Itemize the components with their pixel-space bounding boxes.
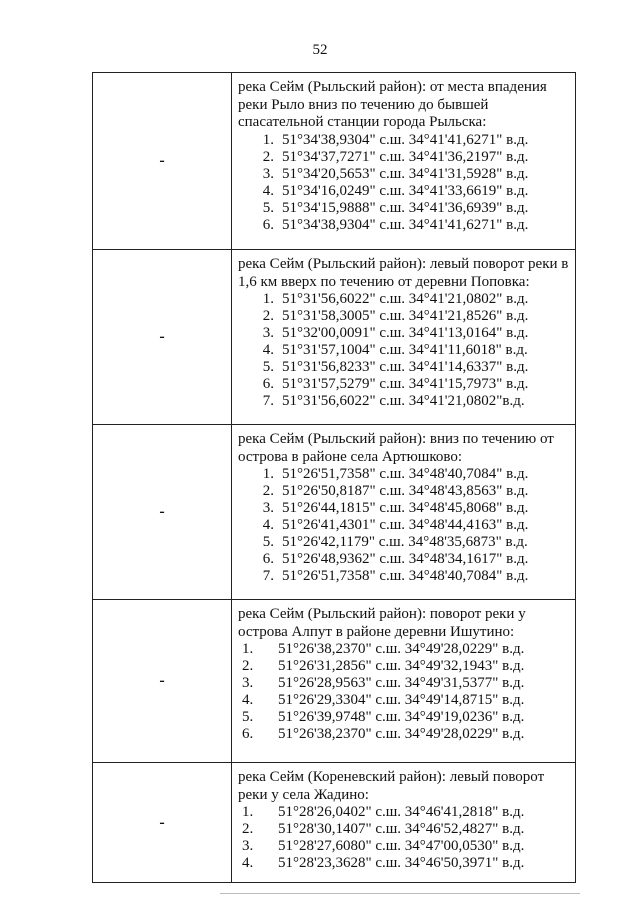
point-number: 7. [262, 393, 274, 409]
row-description: река Сейм (Рыльский район): левый поворот реки в 1,6 км вверх по течению от деревни Поповка: [238, 256, 569, 290]
list-item [238, 641, 571, 658]
table-row [93, 600, 576, 763]
point-coordinate: 51°26'50,8187" с.ш. 34°48'43,8563" в.д. [282, 483, 529, 499]
table-row [93, 763, 576, 883]
list-item [238, 166, 571, 183]
point-number: 2. [242, 658, 254, 674]
list-item [238, 692, 571, 709]
point-number: 1. [242, 804, 254, 820]
list-item [238, 291, 571, 308]
coordinate-list [238, 291, 571, 410]
point-coordinate: 51°28'26,0402" с.ш. 34°46'41,2818" в.д. [278, 804, 525, 820]
point-number: 2. [262, 148, 274, 165]
list-item [238, 376, 571, 393]
row-description: река Сейм (Рыльский район): вниз по течению от острова в районе села Артюшково: [238, 431, 554, 465]
point-number: 3. [242, 838, 254, 854]
point-coordinate: 51°26'39,9748" с.ш. 34°49'19,0236" в.д. [278, 709, 525, 725]
coordinate-list [238, 132, 571, 234]
point-number: 5. [262, 199, 274, 216]
point-number: 2. [262, 483, 274, 499]
point-number: 5. [262, 534, 274, 550]
point-number: 3. [262, 500, 274, 516]
point-number: 3. [262, 165, 274, 182]
point-coordinate: 51°32'00,0091" с.ш. 34°41'13,0164" в.д. [282, 325, 529, 341]
coordinate-list [238, 466, 571, 585]
point-coordinate: 51°26'44,1815" с.ш. 34°48'45,8068" в.д. [282, 500, 529, 516]
list-item [238, 855, 571, 872]
point-coordinate: 51°34'38,9304" с.ш. 34°41'41,6271" в.д. [282, 216, 529, 233]
point-coordinate: 51°31'57,5279" с.ш. 34°41'15,7973" в.д. [282, 376, 529, 392]
point-coordinate: 51°31'57,1004" с.ш. 34°41'11,6018" в.д. [282, 342, 528, 358]
row-content [232, 73, 576, 250]
row-content [232, 425, 576, 600]
point-number: 5. [262, 359, 274, 375]
point-coordinate: 51°28'23,3628" с.ш. 34°46'50,3971" в.д. [278, 855, 525, 871]
list-item [238, 466, 571, 483]
list-item [238, 675, 571, 692]
table-row [93, 425, 576, 600]
coordinate-list [238, 804, 571, 872]
row-marker: - [93, 73, 232, 250]
point-number: 2. [242, 821, 254, 837]
point-coordinate: 51°34'20,5653" с.ш. 34°41'31,5928" в.д. [282, 165, 529, 182]
point-number: 4. [262, 182, 274, 199]
point-number: 1. [262, 291, 274, 307]
point-number: 4. [262, 342, 274, 358]
list-item [238, 308, 571, 325]
point-number: 5. [242, 709, 254, 725]
row-content [232, 250, 576, 425]
point-number: 6. [262, 376, 274, 392]
page-number: 52 [312, 42, 328, 58]
table-row [93, 73, 576, 250]
list-item [238, 568, 571, 585]
page-bottom-divider [220, 893, 580, 894]
list-item [238, 517, 571, 534]
row-marker: - [93, 425, 232, 600]
list-item [238, 838, 571, 855]
table-row [93, 250, 576, 425]
point-coordinate: 51°31'58,3005" с.ш. 34°41'21,8526" в.д. [282, 308, 529, 324]
point-coordinate: 51°26'38,2370" с.ш. 34°49'28,0229" в.д. [278, 726, 525, 742]
list-item [238, 149, 571, 166]
row-description: река Сейм (Кореневский район): левый поворот реки у села Жадино: [238, 769, 545, 803]
point-coordinate: 51°34'15,9888" с.ш. 34°41'36,6939" в.д. [282, 199, 529, 216]
point-number: 1. [262, 131, 274, 148]
row-description: река Сейм (Рыльский район): от места впадения реки Рыло вниз по течению до бывшей спасательной станции города Рыльска: [238, 79, 547, 130]
point-number: 7. [262, 568, 274, 584]
point-coordinate: 51°28'30,1407" с.ш. 34°46'52,4827" в.д. [278, 821, 525, 837]
point-coordinate: 51°26'51,7358" с.ш. 34°48'40,7084" в.д. [282, 466, 529, 482]
point-coordinate: 51°26'41,4301" с.ш. 34°48'44,4163" в.д. [282, 517, 529, 533]
point-coordinate: 51°31'56,6022" с.ш. 34°41'21,0802" в.д. [282, 291, 529, 307]
list-item [238, 534, 571, 551]
coordinates-table [92, 72, 576, 883]
list-item [238, 658, 571, 675]
list-item [238, 325, 571, 342]
point-coordinate: 51°34'16,0249" с.ш. 34°41'33,6619" в.д. [282, 182, 529, 199]
coordinate-list [238, 641, 571, 743]
point-coordinate: 51°26'38,2370" с.ш. 34°49'28,0229" в.д. [278, 641, 525, 657]
point-coordinate: 51°26'28,9563" с.ш. 34°49'31,5377" в.д. [278, 675, 525, 691]
list-item [238, 359, 571, 376]
list-item [238, 342, 571, 359]
point-number: 4. [262, 517, 274, 533]
row-marker: - [93, 250, 232, 425]
list-item [238, 551, 571, 568]
point-coordinate: 51°34'38,9304" с.ш. 34°41'41,6271" в.д. [282, 131, 529, 148]
list-item [238, 500, 571, 517]
row-content [232, 600, 576, 763]
point-number: 1. [242, 641, 254, 657]
point-number: 6. [262, 216, 274, 233]
point-coordinate: 51°26'31,2856" с.ш. 34°49'32,1943" в.д. [278, 658, 525, 674]
list-item [238, 217, 571, 234]
point-number: 6. [242, 726, 254, 742]
list-item [238, 709, 571, 726]
point-coordinate: 51°26'42,1179" с.ш. 34°48'35,6873" в.д. [282, 534, 528, 550]
point-coordinate: 51°34'37,7271" с.ш. 34°41'36,2197" в.д. [282, 148, 529, 165]
list-item [238, 200, 571, 217]
point-number: 4. [242, 692, 254, 708]
point-number: 4. [242, 855, 254, 871]
point-coordinate: 51°31'56,6022" с.ш. 34°41'21,0802"в.д. [282, 393, 525, 409]
point-coordinate: 51°28'27,6080" с.ш. 34°47'00,0530" в.д. [278, 838, 525, 854]
point-coordinate: 51°31'56,8233" с.ш. 34°41'14,6337" в.д. [282, 359, 529, 375]
point-number: 2. [262, 308, 274, 324]
list-item [238, 821, 571, 838]
row-marker: - [93, 600, 232, 763]
point-number: 3. [262, 325, 274, 341]
list-item [238, 183, 571, 200]
list-item [238, 804, 571, 821]
point-coordinate: 51°26'48,9362" с.ш. 34°48'34,1617" в.д. [282, 551, 529, 567]
row-marker: - [93, 763, 232, 883]
list-item [238, 726, 571, 743]
point-number: 3. [242, 675, 254, 691]
list-item [238, 132, 571, 149]
point-coordinate: 51°26'51,7358" с.ш. 34°48'40,7084" в.д. [282, 568, 529, 584]
list-item [238, 483, 571, 500]
row-description: река Сейм (Рыльский район): поворот реки у острова Алпут в районе деревни Ишутино: [238, 606, 526, 640]
point-coordinate: 51°26'29,3304" с.ш. 34°49'14,8715" в.д. [278, 692, 525, 708]
list-item [238, 393, 571, 410]
row-content [232, 763, 576, 883]
point-number: 6. [262, 551, 274, 567]
point-number: 1. [262, 466, 274, 482]
